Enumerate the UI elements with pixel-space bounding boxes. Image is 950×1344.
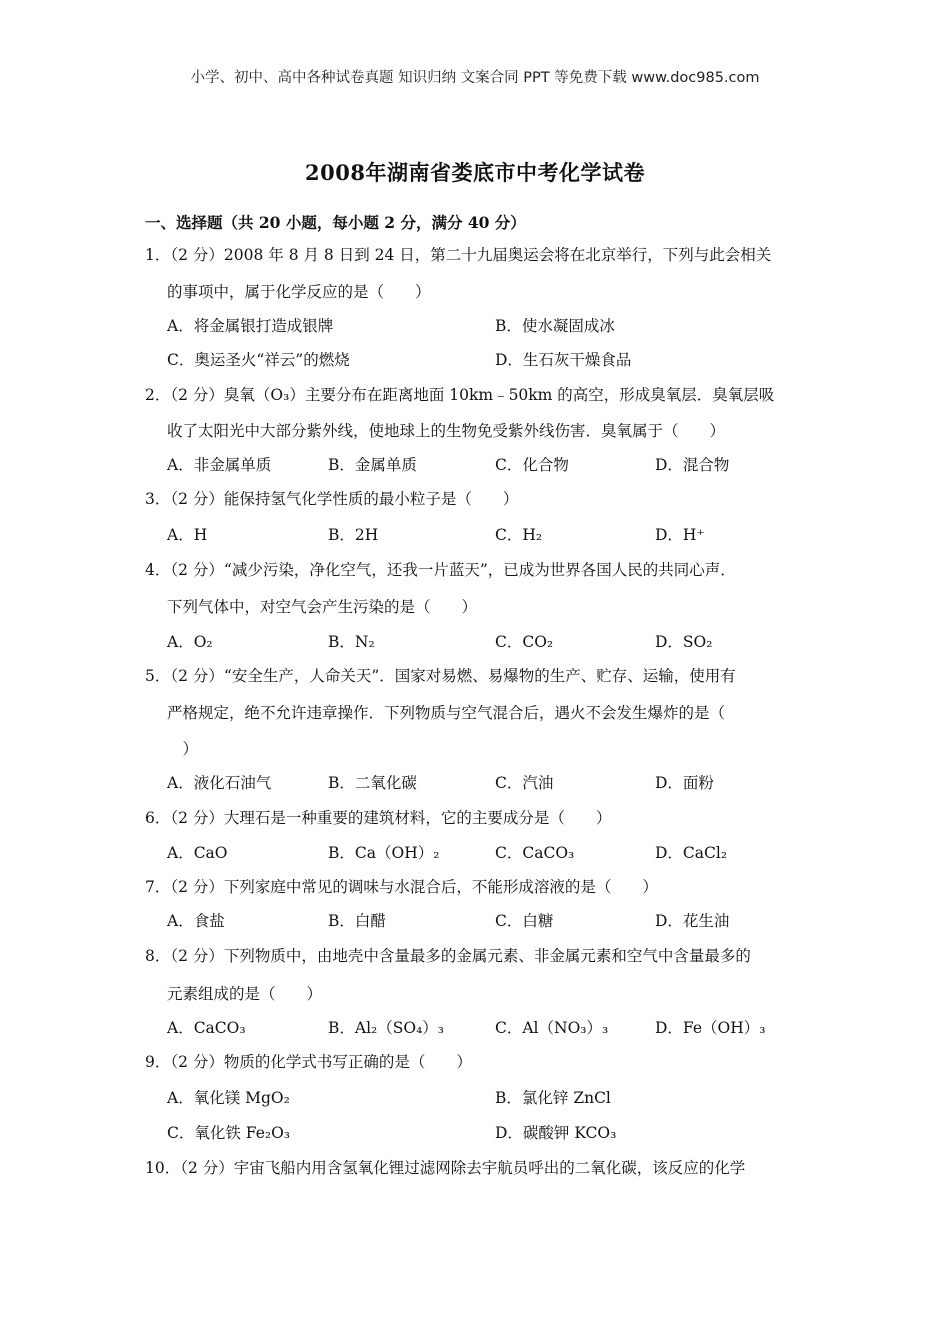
question-1-option-d: D．生石灰干燥食品 <box>495 351 632 369</box>
section-heading: 一、选择题（共 20 小题，每小题 2 分，满分 40 分） <box>145 213 526 232</box>
question-4-option-d: D．SO₂ <box>655 633 713 651</box>
question-5-option-a: A．液化石油气 <box>167 774 272 792</box>
question-2-option-c: C．化合物 <box>495 456 569 474</box>
question-2-line-1: 2．（2 分）臭氧（O₃）主要分布在距离地面 10km﹣50km 的高空，形成臭氧层．臭氧层吸 <box>145 386 775 404</box>
question-3-option-a: A．H <box>167 526 208 544</box>
question-8-option-a: A．CaCO₃ <box>167 1019 246 1037</box>
question-5-option-b: B．二氧化碳 <box>328 774 417 792</box>
question-1-option-b: B．使水凝固成冰 <box>495 317 615 335</box>
question-5-line-2: 严格规定，绝不允许违章操作．下列物质与空气混合后，遇火不会发生爆炸的是（ <box>167 704 726 722</box>
question-9-option-b: B．氯化锌 ZnCl <box>495 1089 611 1107</box>
question-9-option-a: A．氧化镁 MgO₂ <box>167 1089 290 1107</box>
question-1-line-1: 1．（2 分）2008 年 8 月 8 日到 24 日，第二十九届奥运会将在北京举行，下列与此会相关 <box>145 246 772 264</box>
question-1-line-2: 的事项中，属于化学反应的是（ ） <box>167 283 431 301</box>
question-7-option-d: D．花生油 <box>655 912 730 930</box>
question-6-line-1: 6．（2 分）大理石是一种重要的建筑材料，它的主要成分是（ ） <box>145 809 612 827</box>
page-header: 小学、初中、高中各种试卷真题 知识归纳 文案合同 PPT 等免费下载 www.doc985.com <box>190 70 760 86</box>
question-8-option-d: D．Fe（OH）₃ <box>655 1019 766 1037</box>
question-8-option-c: C．Al（NO₃）₃ <box>495 1019 609 1037</box>
question-3-option-c: C．H₂ <box>495 526 543 544</box>
question-6-option-a: A．CaO <box>167 844 228 862</box>
question-4-option-a: A．O₂ <box>167 633 213 651</box>
question-3-option-d: D．H⁺ <box>655 526 705 544</box>
question-3-option-b: B．2H <box>328 526 379 544</box>
question-6-option-b: B．Ca（OH）₂ <box>328 844 440 862</box>
question-2-line-2: 收了太阳光中大部分紫外线，使地球上的生物免受紫外线伤害．臭氧属于（ ） <box>167 422 726 440</box>
question-6-option-d: D．CaCl₂ <box>655 844 728 862</box>
question-8-option-b: B．Al₂（SO₄）₃ <box>328 1019 445 1037</box>
question-5-line-3: ） <box>167 740 199 758</box>
question-6-option-c: C．CaCO₃ <box>495 844 575 862</box>
question-4-option-b: B．N₂ <box>328 633 375 651</box>
question-9-line-1: 9．（2 分）物质的化学式书写正确的是（ ） <box>145 1053 472 1071</box>
question-5-line-1: 5．（2 分）“安全生产，人命关天”．国家对易燃、易爆物的生产、贮存、运输，使用有 <box>145 667 736 685</box>
page-title: 2008年湖南省娄底市中考化学试卷 <box>305 160 645 185</box>
question-9-option-c: C．氧化铁 Fe₂O₃ <box>167 1124 291 1142</box>
question-7-option-c: C．白糖 <box>495 912 554 930</box>
question-5-option-d: D．面粉 <box>655 774 714 792</box>
question-2-option-b: B．金属单质 <box>328 456 417 474</box>
question-2-option-d: D．混合物 <box>655 456 730 474</box>
question-3-line-1: 3．（2 分）能保持氢气化学性质的最小粒子是（ ） <box>145 490 519 508</box>
question-10-line-1: 10．（2 分）宇宙飞船内用含氢氧化锂过滤网除去宇航员呼出的二氧化碳，该反应的化学 <box>145 1159 746 1177</box>
question-4-line-2: 下列气体中，对空气会产生污染的是（ ） <box>167 598 478 616</box>
question-9-option-d: D．碳酸钾 KCO₃ <box>495 1124 617 1142</box>
question-5-option-c: C．汽油 <box>495 774 554 792</box>
question-1-option-a: A．将金属银打造成银牌 <box>167 317 334 335</box>
question-4-line-1: 4．（2 分）“减少污染，净化空气，还我一片蓝天”，已成为世界各国人民的共同心声． <box>145 561 736 579</box>
question-7-option-b: B．白醋 <box>328 912 386 930</box>
question-1-option-c: C．奥运圣火“祥云”的燃烧 <box>167 351 350 369</box>
question-7-option-a: A．食盐 <box>167 912 225 930</box>
question-2-option-a: A．非金属单质 <box>167 456 272 474</box>
question-7-line-1: 7．（2 分）下列家庭中常见的调味与水混合后，不能形成溶液的是（ ） <box>145 878 658 896</box>
question-8-line-2: 元素组成的是（ ） <box>167 985 323 1003</box>
question-8-line-1: 8．（2 分）下列物质中，由地壳中含量最多的金属元素、非金属元素和空气中含量最多的 <box>145 947 751 965</box>
question-4-option-c: C．CO₂ <box>495 633 554 651</box>
